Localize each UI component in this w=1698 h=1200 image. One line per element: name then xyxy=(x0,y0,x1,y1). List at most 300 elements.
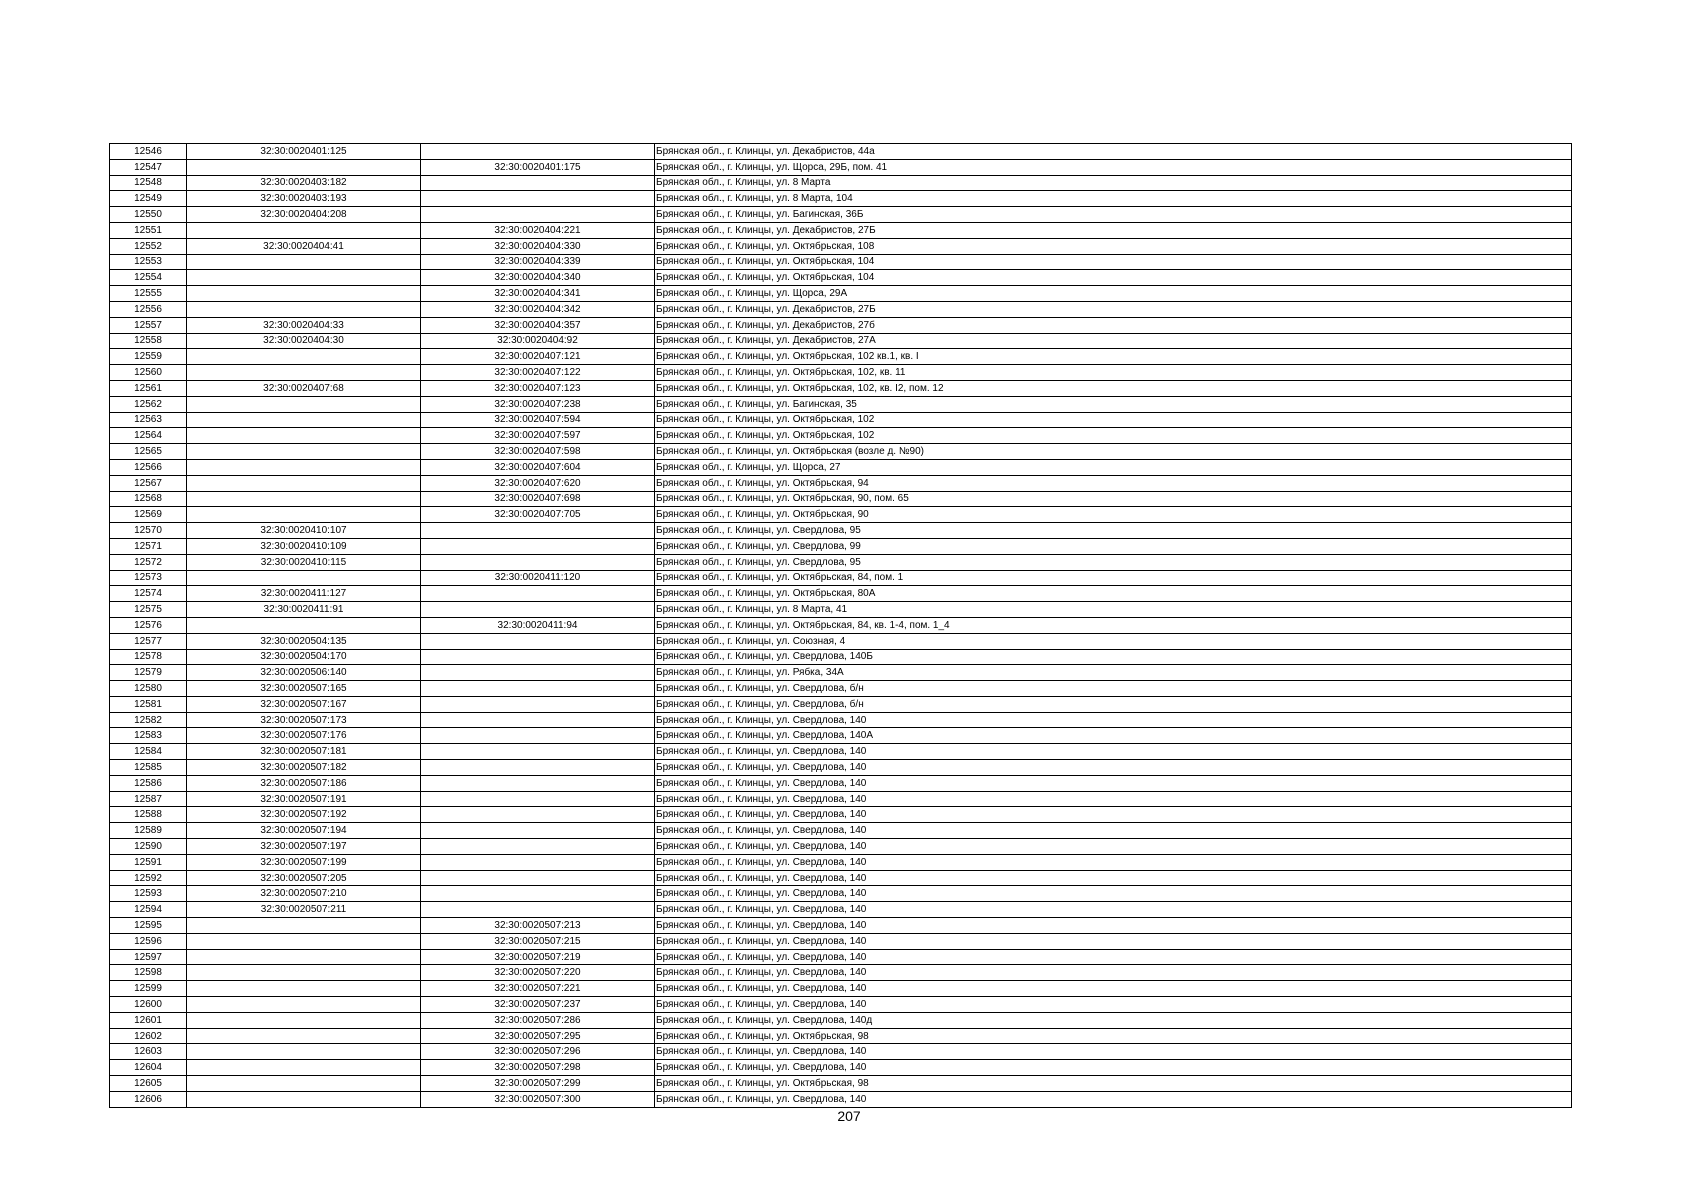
table-row xyxy=(110,175,1572,191)
cadastral-number-1-cell: 32:30:0020507:173 xyxy=(187,712,421,728)
cadastral-number-1-cell: 32:30:0020507:194 xyxy=(187,823,421,839)
address-cell: Брянская обл., г. Клинцы, ул. Октябрьская, 104 xyxy=(655,254,1572,270)
row-number-cell: 12563 xyxy=(110,412,187,428)
cadastral-number-2-cell: 32:30:0020507:286 xyxy=(421,1012,655,1028)
row-number-cell: 12599 xyxy=(110,981,187,997)
address-cell: Брянская обл., г. Клинцы, ул. Свердлова, 140 xyxy=(655,965,1572,981)
address-cell: Брянская обл., г. Клинцы, ул. Свердлова, 140 xyxy=(655,791,1572,807)
address-cell: Брянская обл., г. Клинцы, ул. Свердлова, 140 xyxy=(655,918,1572,934)
cadastral-number-1-cell xyxy=(187,491,421,507)
address-cell: Брянская обл., г. Клинцы, ул. Декабристов, 27Б xyxy=(655,222,1572,238)
row-number-cell: 12564 xyxy=(110,428,187,444)
address-cell: Брянская обл., г. Клинцы, ул. Свердлова, 140 xyxy=(655,712,1572,728)
cadastral-number-1-cell: 32:30:0020407:68 xyxy=(187,380,421,396)
row-number-cell: 12581 xyxy=(110,696,187,712)
table-row xyxy=(110,238,1572,254)
cadastral-number-2-cell xyxy=(421,191,655,207)
address-cell: Брянская обл., г. Клинцы, ул. Свердлова, 140 xyxy=(655,839,1572,855)
cadastral-number-2-cell xyxy=(421,728,655,744)
cadastral-number-1-cell: 32:30:0020507:211 xyxy=(187,902,421,918)
address-cell: Брянская обл., г. Клинцы, ул. Багинская, 36Б xyxy=(655,207,1572,223)
row-number-cell: 12589 xyxy=(110,823,187,839)
address-cell: Брянская обл., г. Клинцы, ул. Свердлова, 140 xyxy=(655,775,1572,791)
address-cell: Брянская обл., г. Клинцы, ул. Декабристов, 27А xyxy=(655,333,1572,349)
table-row xyxy=(110,144,1572,160)
table-row xyxy=(110,570,1572,586)
table-row xyxy=(110,839,1572,855)
cadastral-number-2-cell: 32:30:0020407:597 xyxy=(421,428,655,444)
cadastral-number-2-cell xyxy=(421,902,655,918)
address-cell: Брянская обл., г. Клинцы, ул. Свердлова, 140 xyxy=(655,886,1572,902)
table-row xyxy=(110,207,1572,223)
table-row xyxy=(110,1012,1572,1028)
cadastral-number-1-cell: 32:30:0020507:192 xyxy=(187,807,421,823)
cadastral-number-2-cell: 32:30:0020404:340 xyxy=(421,270,655,286)
address-cell: Брянская обл., г. Клинцы, ул. 8 Марта, 104 xyxy=(655,191,1572,207)
row-number-cell: 12562 xyxy=(110,396,187,412)
cadastral-number-2-cell xyxy=(421,538,655,554)
cadastral-number-2-cell: 32:30:0020507:299 xyxy=(421,1076,655,1092)
cadastral-number-2-cell: 32:30:0020507:213 xyxy=(421,918,655,934)
cadastral-number-1-cell xyxy=(187,396,421,412)
table-row xyxy=(110,1091,1572,1107)
cadastral-number-1-cell: 32:30:0020411:127 xyxy=(187,586,421,602)
address-cell: Брянская обл., г. Клинцы, ул. Свердлова, 140 xyxy=(655,949,1572,965)
cadastral-number-2-cell xyxy=(421,665,655,681)
cadastral-number-1-cell: 32:30:0020504:170 xyxy=(187,649,421,665)
table-row xyxy=(110,159,1572,175)
row-number-cell: 12553 xyxy=(110,254,187,270)
cadastral-number-2-cell: 32:30:0020407:604 xyxy=(421,459,655,475)
address-cell: Брянская обл., г. Клинцы, ул. 8 Марта xyxy=(655,175,1572,191)
row-number-cell: 12580 xyxy=(110,681,187,697)
table-row xyxy=(110,949,1572,965)
cadastral-number-2-cell: 32:30:0020407:705 xyxy=(421,507,655,523)
cadastral-number-1-cell xyxy=(187,365,421,381)
row-number-cell: 12548 xyxy=(110,175,187,191)
address-cell: Брянская обл., г. Клинцы, ул. Свердлова, 140 xyxy=(655,902,1572,918)
row-number-cell: 12566 xyxy=(110,459,187,475)
cadastral-number-1-cell xyxy=(187,428,421,444)
row-number-cell: 12547 xyxy=(110,159,187,175)
row-number-cell: 12546 xyxy=(110,144,187,160)
cadastral-number-2-cell: 32:30:0020407:698 xyxy=(421,491,655,507)
cadastral-number-1-cell xyxy=(187,254,421,270)
cadastral-number-1-cell xyxy=(187,570,421,586)
row-number-cell: 12594 xyxy=(110,902,187,918)
table-row xyxy=(110,191,1572,207)
address-cell: Брянская обл., г. Клинцы, ул. Союзная, 4 xyxy=(655,633,1572,649)
cadastral-number-2-cell: 32:30:0020404:221 xyxy=(421,222,655,238)
table-row xyxy=(110,775,1572,791)
cadastral-number-1-cell: 32:30:0020507:191 xyxy=(187,791,421,807)
row-number-cell: 12559 xyxy=(110,349,187,365)
address-cell: Брянская обл., г. Клинцы, ул. Щорса, 29А xyxy=(655,286,1572,302)
cadastral-number-2-cell: 32:30:0020404:339 xyxy=(421,254,655,270)
address-cell: Брянская обл., г. Клинцы, ул. Свердлова, 95 xyxy=(655,523,1572,539)
table-row xyxy=(110,886,1572,902)
cadastral-number-1-cell xyxy=(187,1012,421,1028)
address-cell: Брянская обл., г. Клинцы, ул. Октябрьская, 98 xyxy=(655,1076,1572,1092)
cadastral-number-2-cell: 32:30:0020507:295 xyxy=(421,1028,655,1044)
row-number-cell: 12576 xyxy=(110,617,187,633)
address-cell: Брянская обл., г. Клинцы, ул. Свердлова, 140 xyxy=(655,760,1572,776)
table-row xyxy=(110,428,1572,444)
row-number-cell: 12592 xyxy=(110,870,187,886)
address-cell: Брянская обл., г. Клинцы, ул. Октябрьская (возле д. №90) xyxy=(655,444,1572,460)
cadastral-number-2-cell xyxy=(421,649,655,665)
cadastral-number-2-cell: 32:30:0020404:342 xyxy=(421,301,655,317)
cadastral-number-2-cell: 32:30:0020407:594 xyxy=(421,412,655,428)
address-cell: Брянская обл., г. Клинцы, ул. Октябрьская, 90, пом. 65 xyxy=(655,491,1572,507)
register-table-body xyxy=(110,144,1572,1108)
table-row xyxy=(110,396,1572,412)
row-number-cell: 12571 xyxy=(110,538,187,554)
cadastral-number-2-cell: 32:30:0020507:219 xyxy=(421,949,655,965)
address-cell: Брянская обл., г. Клинцы, ул. Свердлова, 140 xyxy=(655,744,1572,760)
row-number-cell: 12572 xyxy=(110,554,187,570)
address-cell: Брянская обл., г. Клинцы, ул. Октябрьская, 102 кв.1, кв. I xyxy=(655,349,1572,365)
cadastral-number-1-cell xyxy=(187,617,421,633)
address-cell: Брянская обл., г. Клинцы, ул. Октябрьская, 104 xyxy=(655,270,1572,286)
cadastral-number-2-cell xyxy=(421,602,655,618)
table-row xyxy=(110,412,1572,428)
cadastral-number-1-cell xyxy=(187,286,421,302)
address-cell: Брянская обл., г. Клинцы, ул. Свердлова, 140 xyxy=(655,870,1572,886)
row-number-cell: 12604 xyxy=(110,1060,187,1076)
table-row xyxy=(110,696,1572,712)
table-row xyxy=(110,791,1572,807)
cadastral-number-1-cell xyxy=(187,1091,421,1107)
cadastral-number-1-cell: 32:30:0020507:182 xyxy=(187,760,421,776)
cadastral-number-2-cell: 32:30:0020507:296 xyxy=(421,1044,655,1060)
table-row xyxy=(110,523,1572,539)
address-cell: Брянская обл., г. Клинцы, ул. Октябрьская, 84, кв. 1-4, пом. 1_4 xyxy=(655,617,1572,633)
table-row xyxy=(110,254,1572,270)
table-row xyxy=(110,507,1572,523)
cadastral-number-1-cell: 32:30:0020404:33 xyxy=(187,317,421,333)
cadastral-number-1-cell: 32:30:0020410:115 xyxy=(187,554,421,570)
cadastral-number-1-cell xyxy=(187,1060,421,1076)
cadastral-number-2-cell xyxy=(421,523,655,539)
table-row xyxy=(110,760,1572,776)
cadastral-number-1-cell xyxy=(187,981,421,997)
address-cell: Брянская обл., г. Клинцы, ул. Свердлова, 140 xyxy=(655,1044,1572,1060)
cadastral-number-2-cell: 32:30:0020404:357 xyxy=(421,317,655,333)
cadastral-number-1-cell: 32:30:0020507:165 xyxy=(187,681,421,697)
row-number-cell: 12606 xyxy=(110,1091,187,1107)
cadastral-number-2-cell xyxy=(421,807,655,823)
cadastral-number-1-cell: 32:30:0020404:208 xyxy=(187,207,421,223)
address-cell: Брянская обл., г. Клинцы, ул. Свердлова, б/н xyxy=(655,681,1572,697)
cadastral-number-2-cell: 32:30:0020507:215 xyxy=(421,933,655,949)
cadastral-number-1-cell: 32:30:0020507:176 xyxy=(187,728,421,744)
table-row xyxy=(110,617,1572,633)
cadastral-number-2-cell: 32:30:0020507:300 xyxy=(421,1091,655,1107)
row-number-cell: 12598 xyxy=(110,965,187,981)
address-cell: Брянская обл., г. Клинцы, ул. Свердлова, 140 xyxy=(655,854,1572,870)
row-number-cell: 12602 xyxy=(110,1028,187,1044)
table-row xyxy=(110,270,1572,286)
address-cell: Брянская обл., г. Клинцы, ул. Октябрьская, 90 xyxy=(655,507,1572,523)
table-row xyxy=(110,286,1572,302)
address-cell: Брянская обл., г. Клинцы, ул. Щорса, 27 xyxy=(655,459,1572,475)
address-cell: Брянская обл., г. Клинцы, ул. Свердлова, 140д xyxy=(655,1012,1572,1028)
cadastral-number-2-cell: 32:30:0020407:620 xyxy=(421,475,655,491)
table-row xyxy=(110,1044,1572,1060)
cadastral-number-2-cell: 32:30:0020507:220 xyxy=(421,965,655,981)
row-number-cell: 12561 xyxy=(110,380,187,396)
table-row xyxy=(110,222,1572,238)
row-number-cell: 12573 xyxy=(110,570,187,586)
table-row xyxy=(110,665,1572,681)
cadastral-number-1-cell: 32:30:0020507:205 xyxy=(187,870,421,886)
address-cell: Брянская обл., г. Клинцы, ул. Октябрьская, 102 xyxy=(655,428,1572,444)
cadastral-number-1-cell xyxy=(187,222,421,238)
row-number-cell: 12584 xyxy=(110,744,187,760)
row-number-cell: 12579 xyxy=(110,665,187,681)
cadastral-number-1-cell: 32:30:0020404:30 xyxy=(187,333,421,349)
row-number-cell: 12596 xyxy=(110,933,187,949)
row-number-cell: 12568 xyxy=(110,491,187,507)
row-number-cell: 12601 xyxy=(110,1012,187,1028)
row-number-cell: 12569 xyxy=(110,507,187,523)
row-number-cell: 12552 xyxy=(110,238,187,254)
cadastral-number-2-cell: 32:30:0020401:175 xyxy=(421,159,655,175)
row-number-cell: 12557 xyxy=(110,317,187,333)
table-row xyxy=(110,538,1572,554)
table-row xyxy=(110,365,1572,381)
cadastral-number-2-cell xyxy=(421,554,655,570)
address-cell: Брянская обл., г. Клинцы, ул. Октябрьская, 102, кв. 11 xyxy=(655,365,1572,381)
cadastral-number-1-cell: 32:30:0020507:197 xyxy=(187,839,421,855)
cadastral-number-2-cell: 32:30:0020507:237 xyxy=(421,997,655,1013)
row-number-cell: 12590 xyxy=(110,839,187,855)
table-row xyxy=(110,475,1572,491)
table-row xyxy=(110,1076,1572,1092)
row-number-cell: 12567 xyxy=(110,475,187,491)
row-number-cell: 12603 xyxy=(110,1044,187,1060)
cadastral-number-2-cell xyxy=(421,791,655,807)
address-cell: Брянская обл., г. Клинцы, ул. Декабристов, 44а xyxy=(655,144,1572,160)
cadastral-number-1-cell: 32:30:0020410:109 xyxy=(187,538,421,554)
table-row xyxy=(110,602,1572,618)
address-cell: Брянская обл., г. Клинцы, ул. Багинская, 35 xyxy=(655,396,1572,412)
cadastral-number-2-cell xyxy=(421,586,655,602)
row-number-cell: 12549 xyxy=(110,191,187,207)
row-number-cell: 12551 xyxy=(110,222,187,238)
row-number-cell: 12556 xyxy=(110,301,187,317)
cadastral-number-2-cell: 32:30:0020411:94 xyxy=(421,617,655,633)
row-number-cell: 12597 xyxy=(110,949,187,965)
cadastral-number-2-cell xyxy=(421,175,655,191)
address-cell: Брянская обл., г. Клинцы, ул. Декабристов, 27б xyxy=(655,317,1572,333)
cadastral-number-1-cell xyxy=(187,965,421,981)
row-number-cell: 12600 xyxy=(110,997,187,1013)
address-cell: Брянская обл., г. Клинцы, ул. Свердлова, 140 xyxy=(655,1060,1572,1076)
table-row xyxy=(110,333,1572,349)
table-row xyxy=(110,1028,1572,1044)
cadastral-number-1-cell: 32:30:0020403:182 xyxy=(187,175,421,191)
row-number-cell: 12586 xyxy=(110,775,187,791)
row-number-cell: 12560 xyxy=(110,365,187,381)
table-row xyxy=(110,918,1572,934)
row-number-cell: 12554 xyxy=(110,270,187,286)
row-number-cell: 12570 xyxy=(110,523,187,539)
cadastral-number-1-cell: 32:30:0020507:186 xyxy=(187,775,421,791)
table-row xyxy=(110,1060,1572,1076)
cadastral-number-2-cell xyxy=(421,633,655,649)
cadastral-number-1-cell xyxy=(187,507,421,523)
row-number-cell: 12585 xyxy=(110,760,187,776)
cadastral-number-1-cell: 32:30:0020506:140 xyxy=(187,665,421,681)
cadastral-number-1-cell xyxy=(187,1044,421,1060)
cadastral-number-2-cell: 32:30:0020407:598 xyxy=(421,444,655,460)
table-row xyxy=(110,870,1572,886)
row-number-cell: 12577 xyxy=(110,633,187,649)
address-cell: Брянская обл., г. Клинцы, ул. Октябрьская, 102 xyxy=(655,412,1572,428)
cadastral-number-2-cell xyxy=(421,760,655,776)
cadastral-number-1-cell xyxy=(187,933,421,949)
cadastral-number-1-cell xyxy=(187,997,421,1013)
address-cell: Брянская обл., г. Клинцы, ул. Октябрьская, 98 xyxy=(655,1028,1572,1044)
table-row xyxy=(110,728,1572,744)
cadastral-number-2-cell xyxy=(421,870,655,886)
cadastral-number-1-cell: 32:30:0020507:199 xyxy=(187,854,421,870)
table-row xyxy=(110,317,1572,333)
cadastral-number-1-cell: 32:30:0020410:107 xyxy=(187,523,421,539)
cadastral-number-1-cell xyxy=(187,918,421,934)
table-row xyxy=(110,554,1572,570)
cadastral-number-2-cell: 32:30:0020404:92 xyxy=(421,333,655,349)
table-row xyxy=(110,586,1572,602)
page-number: 207 xyxy=(837,1108,861,1124)
address-cell: Брянская обл., г. Клинцы, ул. Свердлова, 140 xyxy=(655,823,1572,839)
address-cell: Брянская обл., г. Клинцы, ул. Свердлова, 140 xyxy=(655,1091,1572,1107)
cadastral-number-1-cell: 32:30:0020403:193 xyxy=(187,191,421,207)
cadastral-number-1-cell xyxy=(187,949,421,965)
table-row xyxy=(110,349,1572,365)
address-cell: Брянская обл., г. Клинцы, ул. Свердлова, 99 xyxy=(655,538,1572,554)
cadastral-number-1-cell xyxy=(187,459,421,475)
address-cell: Брянская обл., г. Клинцы, ул. Свердлова, б/н xyxy=(655,696,1572,712)
row-number-cell: 12558 xyxy=(110,333,187,349)
table-row xyxy=(110,933,1572,949)
address-cell: Брянская обл., г. Клинцы, ул. Октябрьская, 94 xyxy=(655,475,1572,491)
cadastral-number-1-cell xyxy=(187,475,421,491)
cadastral-number-2-cell: 32:30:0020411:120 xyxy=(421,570,655,586)
cadastral-number-2-cell xyxy=(421,854,655,870)
cadastral-number-1-cell xyxy=(187,159,421,175)
table-row xyxy=(110,444,1572,460)
cadastral-number-1-cell xyxy=(187,444,421,460)
cadastral-number-2-cell xyxy=(421,823,655,839)
cadastral-number-2-cell xyxy=(421,681,655,697)
register-table xyxy=(109,143,1572,1108)
cadastral-number-2-cell xyxy=(421,886,655,902)
cadastral-number-2-cell xyxy=(421,696,655,712)
address-cell: Брянская обл., г. Клинцы, ул. Октябрьская, 80А xyxy=(655,586,1572,602)
table-row xyxy=(110,997,1572,1013)
table-row xyxy=(110,744,1572,760)
cadastral-number-1-cell xyxy=(187,1076,421,1092)
cadastral-number-2-cell: 32:30:0020407:238 xyxy=(421,396,655,412)
address-cell: Брянская обл., г. Клинцы, ул. Свердлова, 140 xyxy=(655,807,1572,823)
cadastral-number-2-cell xyxy=(421,207,655,223)
cadastral-number-1-cell: 32:30:0020504:135 xyxy=(187,633,421,649)
cadastral-number-1-cell: 32:30:0020401:125 xyxy=(187,144,421,160)
address-cell: Брянская обл., г. Клинцы, ул. Декабристов, 27Б xyxy=(655,301,1572,317)
row-number-cell: 12593 xyxy=(110,886,187,902)
row-number-cell: 12578 xyxy=(110,649,187,665)
table-row xyxy=(110,807,1572,823)
row-number-cell: 12582 xyxy=(110,712,187,728)
table-row xyxy=(110,823,1572,839)
cadastral-number-1-cell xyxy=(187,1028,421,1044)
cadastral-number-1-cell: 32:30:0020404:41 xyxy=(187,238,421,254)
table-row xyxy=(110,854,1572,870)
table-row xyxy=(110,902,1572,918)
address-cell: Брянская обл., г. Клинцы, ул. 8 Марта, 41 xyxy=(655,602,1572,618)
cadastral-number-2-cell xyxy=(421,744,655,760)
cadastral-number-2-cell: 32:30:0020404:341 xyxy=(421,286,655,302)
cadastral-number-2-cell: 32:30:0020404:330 xyxy=(421,238,655,254)
row-number-cell: 12550 xyxy=(110,207,187,223)
table-row xyxy=(110,491,1572,507)
address-cell: Брянская обл., г. Клинцы, ул. Свердлова, 95 xyxy=(655,554,1572,570)
address-cell: Брянская обл., г. Клинцы, ул. Свердлова, 140 xyxy=(655,933,1572,949)
table-row xyxy=(110,712,1572,728)
table-row xyxy=(110,981,1572,997)
address-cell: Брянская обл., г. Клинцы, ул. Свердлова, 140А xyxy=(655,728,1572,744)
table-row xyxy=(110,649,1572,665)
row-number-cell: 12565 xyxy=(110,444,187,460)
cadastral-number-2-cell xyxy=(421,712,655,728)
cadastral-number-2-cell: 32:30:0020507:221 xyxy=(421,981,655,997)
address-cell: Брянская обл., г. Клинцы, ул. Щорса, 29Б, пом. 41 xyxy=(655,159,1572,175)
row-number-cell: 12587 xyxy=(110,791,187,807)
address-cell: Брянская обл., г. Клинцы, ул. Свердлова, 140 xyxy=(655,981,1572,997)
row-number-cell: 12583 xyxy=(110,728,187,744)
row-number-cell: 12595 xyxy=(110,918,187,934)
cadastral-number-1-cell xyxy=(187,270,421,286)
address-cell: Брянская обл., г. Клинцы, ул. Октябрьская, 84, пом. 1 xyxy=(655,570,1572,586)
cadastral-number-2-cell: 32:30:0020407:121 xyxy=(421,349,655,365)
table-row xyxy=(110,633,1572,649)
cadastral-number-2-cell xyxy=(421,144,655,160)
row-number-cell: 12605 xyxy=(110,1076,187,1092)
address-cell: Брянская обл., г. Клинцы, ул. Октябрьская, 108 xyxy=(655,238,1572,254)
row-number-cell: 12588 xyxy=(110,807,187,823)
cadastral-number-2-cell xyxy=(421,839,655,855)
table-row xyxy=(110,380,1572,396)
address-cell: Брянская обл., г. Клинцы, ул. Октябрьская, 102, кв. I2, пом. 12 xyxy=(655,380,1572,396)
cadastral-number-1-cell xyxy=(187,412,421,428)
cadastral-number-1-cell: 32:30:0020507:181 xyxy=(187,744,421,760)
row-number-cell: 12591 xyxy=(110,854,187,870)
cadastral-number-1-cell: 32:30:0020507:210 xyxy=(187,886,421,902)
table-row xyxy=(110,965,1572,981)
address-cell: Брянская обл., г. Клинцы, ул. Рябка, 34А xyxy=(655,665,1572,681)
cadastral-number-1-cell xyxy=(187,349,421,365)
cadastral-number-2-cell: 32:30:0020407:123 xyxy=(421,380,655,396)
cadastral-number-2-cell: 32:30:0020407:122 xyxy=(421,365,655,381)
row-number-cell: 12575 xyxy=(110,602,187,618)
table-row xyxy=(110,301,1572,317)
table-row xyxy=(110,681,1572,697)
row-number-cell: 12555 xyxy=(110,286,187,302)
table-row xyxy=(110,459,1572,475)
